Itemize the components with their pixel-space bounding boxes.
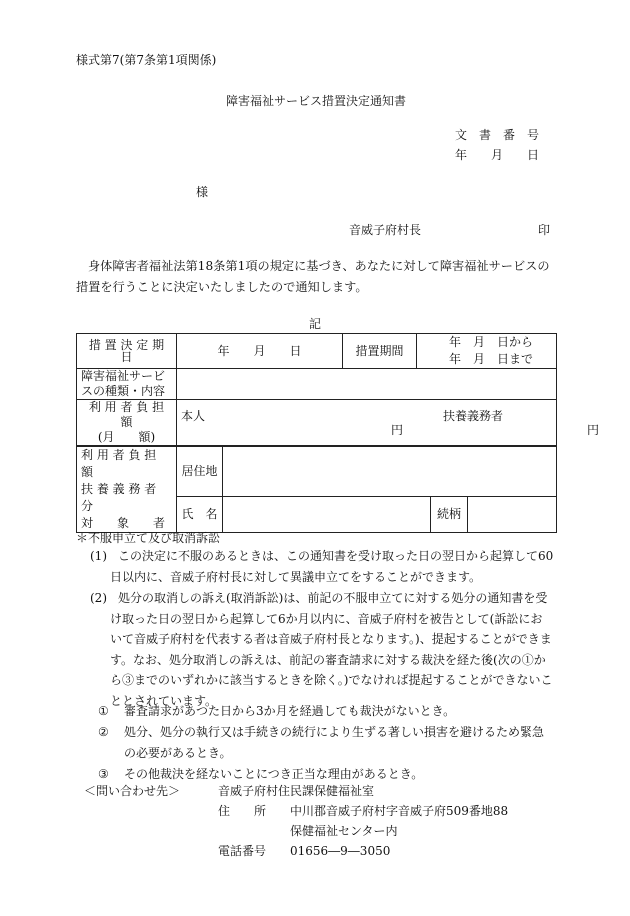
addressee-suffix: 様 xyxy=(196,185,209,199)
objection-heading: ＊不服申立て及び取消訴訟 xyxy=(76,531,221,545)
contact-label: ＜問い合わせ先＞ xyxy=(84,784,181,798)
issuer-name: 音威子府村長 xyxy=(349,223,422,237)
contact-address-line-1: 中川郡音威子府村字音威子府509番地88 xyxy=(290,804,509,818)
contact-office: 音威子府村住民課保健福祉室 xyxy=(218,784,375,798)
document-title: 障害福祉サービス措置決定通知書 xyxy=(226,94,407,108)
item-text: 審査請求があつた日から3か月を経過しても裁決がないとき。 xyxy=(124,704,456,718)
residence-value xyxy=(223,447,557,497)
contact-phone: 01656―9―3050 xyxy=(290,844,391,858)
burden-amount-value xyxy=(177,400,600,446)
burden-amount-label: 利 用 者 負 担 額 (月 額) xyxy=(77,400,177,446)
service-type-label: 障害福祉サービ スの種類・内容 xyxy=(77,369,177,400)
service-type-value xyxy=(177,369,557,400)
relationship-value xyxy=(468,496,557,532)
item-number: (1) xyxy=(90,549,107,563)
exception-2 xyxy=(98,722,554,763)
item-number: ① xyxy=(98,704,109,718)
form-number: 様式第7(第7条第1項関係) xyxy=(76,53,217,67)
period-to: 年 月 日まで xyxy=(449,352,534,366)
objection-item-1 xyxy=(90,546,554,587)
item-number: (2) xyxy=(90,591,107,605)
item-number: ③ xyxy=(98,767,109,781)
contact-phone-label: 電話番号 xyxy=(218,844,267,858)
item-text: 処分の取消しの訴え(取消訴訟)は、前記の不服申立てに対する処分の通知書を受け取った日の翌日から起算して6か月以内に、音威子府村を被告として(訴訟において音威子府村を代表する者は音威子府村長となります。)、提起することができます。なお、処分取消しの訴えは、前記の審査請求に対する裁決を経た後(次の①から③までのいずれかに該当するときを除く。)でなければ提起することができないこととされています。 xyxy=(110,591,553,708)
item-text: 処分、処分の執行又は手続きの続行により生ずる著しい損害を避けるため緊急の必要があるとき。 xyxy=(124,725,545,760)
contact-address-line-2: 保健福祉センター内 xyxy=(290,824,398,838)
name-label: 氏 名 xyxy=(177,496,223,532)
item-text: その他裁決を経ないことにつき正当な理由があるとき。 xyxy=(124,767,424,781)
support-obligor-label: 扶養義務者 xyxy=(443,408,504,423)
item-text: この決定に不服のあるときは、この通知書を受け取った日の翌日から起算して60日以内に、音威子府村長に対して異議申立てをすることができます。 xyxy=(110,549,554,584)
ki-heading: 記 xyxy=(309,317,322,331)
decision-date-label: 措 置 決 定 期 日 xyxy=(77,334,177,369)
issue-date-label: 年 月 日 xyxy=(455,148,540,162)
decision-table xyxy=(76,333,600,446)
exception-1 xyxy=(98,701,554,722)
objection-item-2 xyxy=(90,588,554,711)
item-number: ② xyxy=(98,725,109,739)
self-yen-unit: 円 xyxy=(391,422,404,437)
notice-paragraph: 身体障害者福祉法第18条第1項の規定に基づき、あなたに対して障害福祉サービスの措置を行うことに決定いたしましたので通知します。 xyxy=(76,259,550,294)
exception-3 xyxy=(98,764,554,785)
document-number-label: 文 書 番 号 xyxy=(455,128,540,142)
contact-address-label: 住 所 xyxy=(218,804,267,818)
residence-label: 居住地 xyxy=(177,447,223,497)
seal-mark: 印 xyxy=(538,223,551,237)
period-label: 措置期間 xyxy=(343,334,417,369)
obligor-target-label: 利 用 者 負 担 額 扶 養 義 務 者 分 対 象 者 xyxy=(77,447,177,533)
relationship-label: 続柄 xyxy=(431,496,468,532)
self-label: 本人 xyxy=(181,408,206,423)
period-from: 年 月 日から xyxy=(449,335,534,349)
period-value xyxy=(417,334,557,369)
obligor-table xyxy=(76,446,557,533)
decision-date-value: 年 月 日 xyxy=(177,334,343,369)
support-yen-unit: 円 xyxy=(587,422,600,437)
name-value xyxy=(223,496,431,532)
